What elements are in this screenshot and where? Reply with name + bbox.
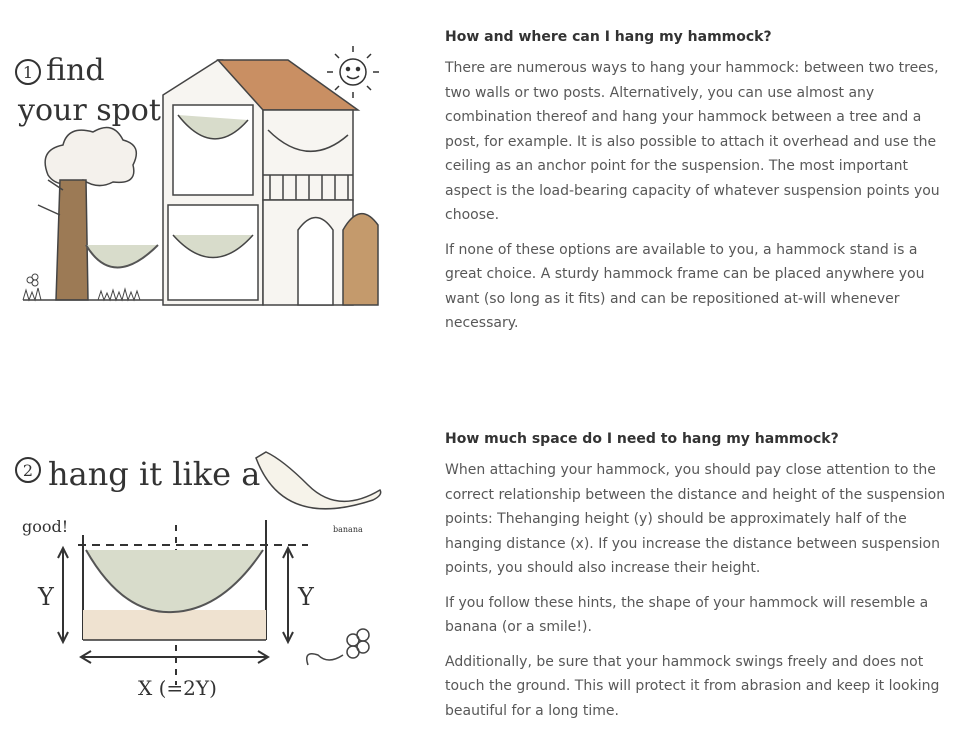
sun-icon — [327, 46, 379, 98]
section-hammock-space — [445, 429, 950, 733]
y-label-left: Y — [38, 583, 54, 611]
svg-text:2: 2 — [22, 461, 34, 480]
paragraph: When attaching your hammock, you should pay close attention to the correct relationship between the distance and height of the suspension points: Thehanging height (y) should be approximately half of the hanging distance (x). If you increase the distance between suspension points, you should also increase their height. — [445, 462, 946, 576]
flower-icon — [307, 629, 369, 665]
paragraph: If none of these options are available to you, a hammock stand is a great choice. A sturdy hammock frame can be placed anywhere you want (so long as it fits) and can be repositioned at-will whenever necessary. — [445, 241, 925, 331]
caption-your-spot: your spot — [18, 93, 161, 128]
svg-text:1: 1 — [22, 63, 34, 82]
flower-icon — [27, 274, 38, 286]
step-number-badge — [16, 458, 40, 482]
good-label: good! — [22, 517, 69, 536]
hammock-icon — [86, 550, 263, 612]
paragraph: If you follow these hints, the shape of your hammock will resemble a banana (or a smile!). — [445, 594, 929, 635]
paragraph: Additionally, be sure that your hammock swings freely and does not touch the ground. This will protect it from abrasion and keep it looking beautiful for a long time. — [445, 653, 940, 719]
hammock-icon — [86, 245, 158, 268]
section-find-your-spot — [445, 27, 950, 346]
svg-text:banana: banana — [333, 525, 363, 534]
step-number-badge — [16, 60, 40, 84]
section-heading: How and where can I hang my hammock? — [445, 29, 772, 45]
hang-it-like-a-banana-illustration — [8, 440, 388, 715]
banana-icon — [256, 452, 381, 534]
x-label: X (=2Y) — [138, 676, 217, 700]
caption-find: find — [46, 53, 105, 88]
paragraph: There are numerous ways to hang your hammock: between two trees, two walls or two posts. Alternatively, you can use almost any combination thereof and hang your hammock between a tree and a post, for example. It is also possible to attach it overhead and use the ceiling as an anchor point for the suspension. The most important aspect is the load-bearing capacity of whatever suspension points you choose. — [445, 60, 940, 223]
y-label-right: Y — [298, 583, 314, 611]
section-heading: How much space do I need to hang my hammock? — [445, 431, 839, 447]
find-your-spot-illustration — [8, 40, 388, 310]
caption-hang-it-like-a: hang it like a — [48, 455, 261, 493]
tree-icon — [38, 128, 136, 301]
house-icon — [163, 60, 378, 305]
